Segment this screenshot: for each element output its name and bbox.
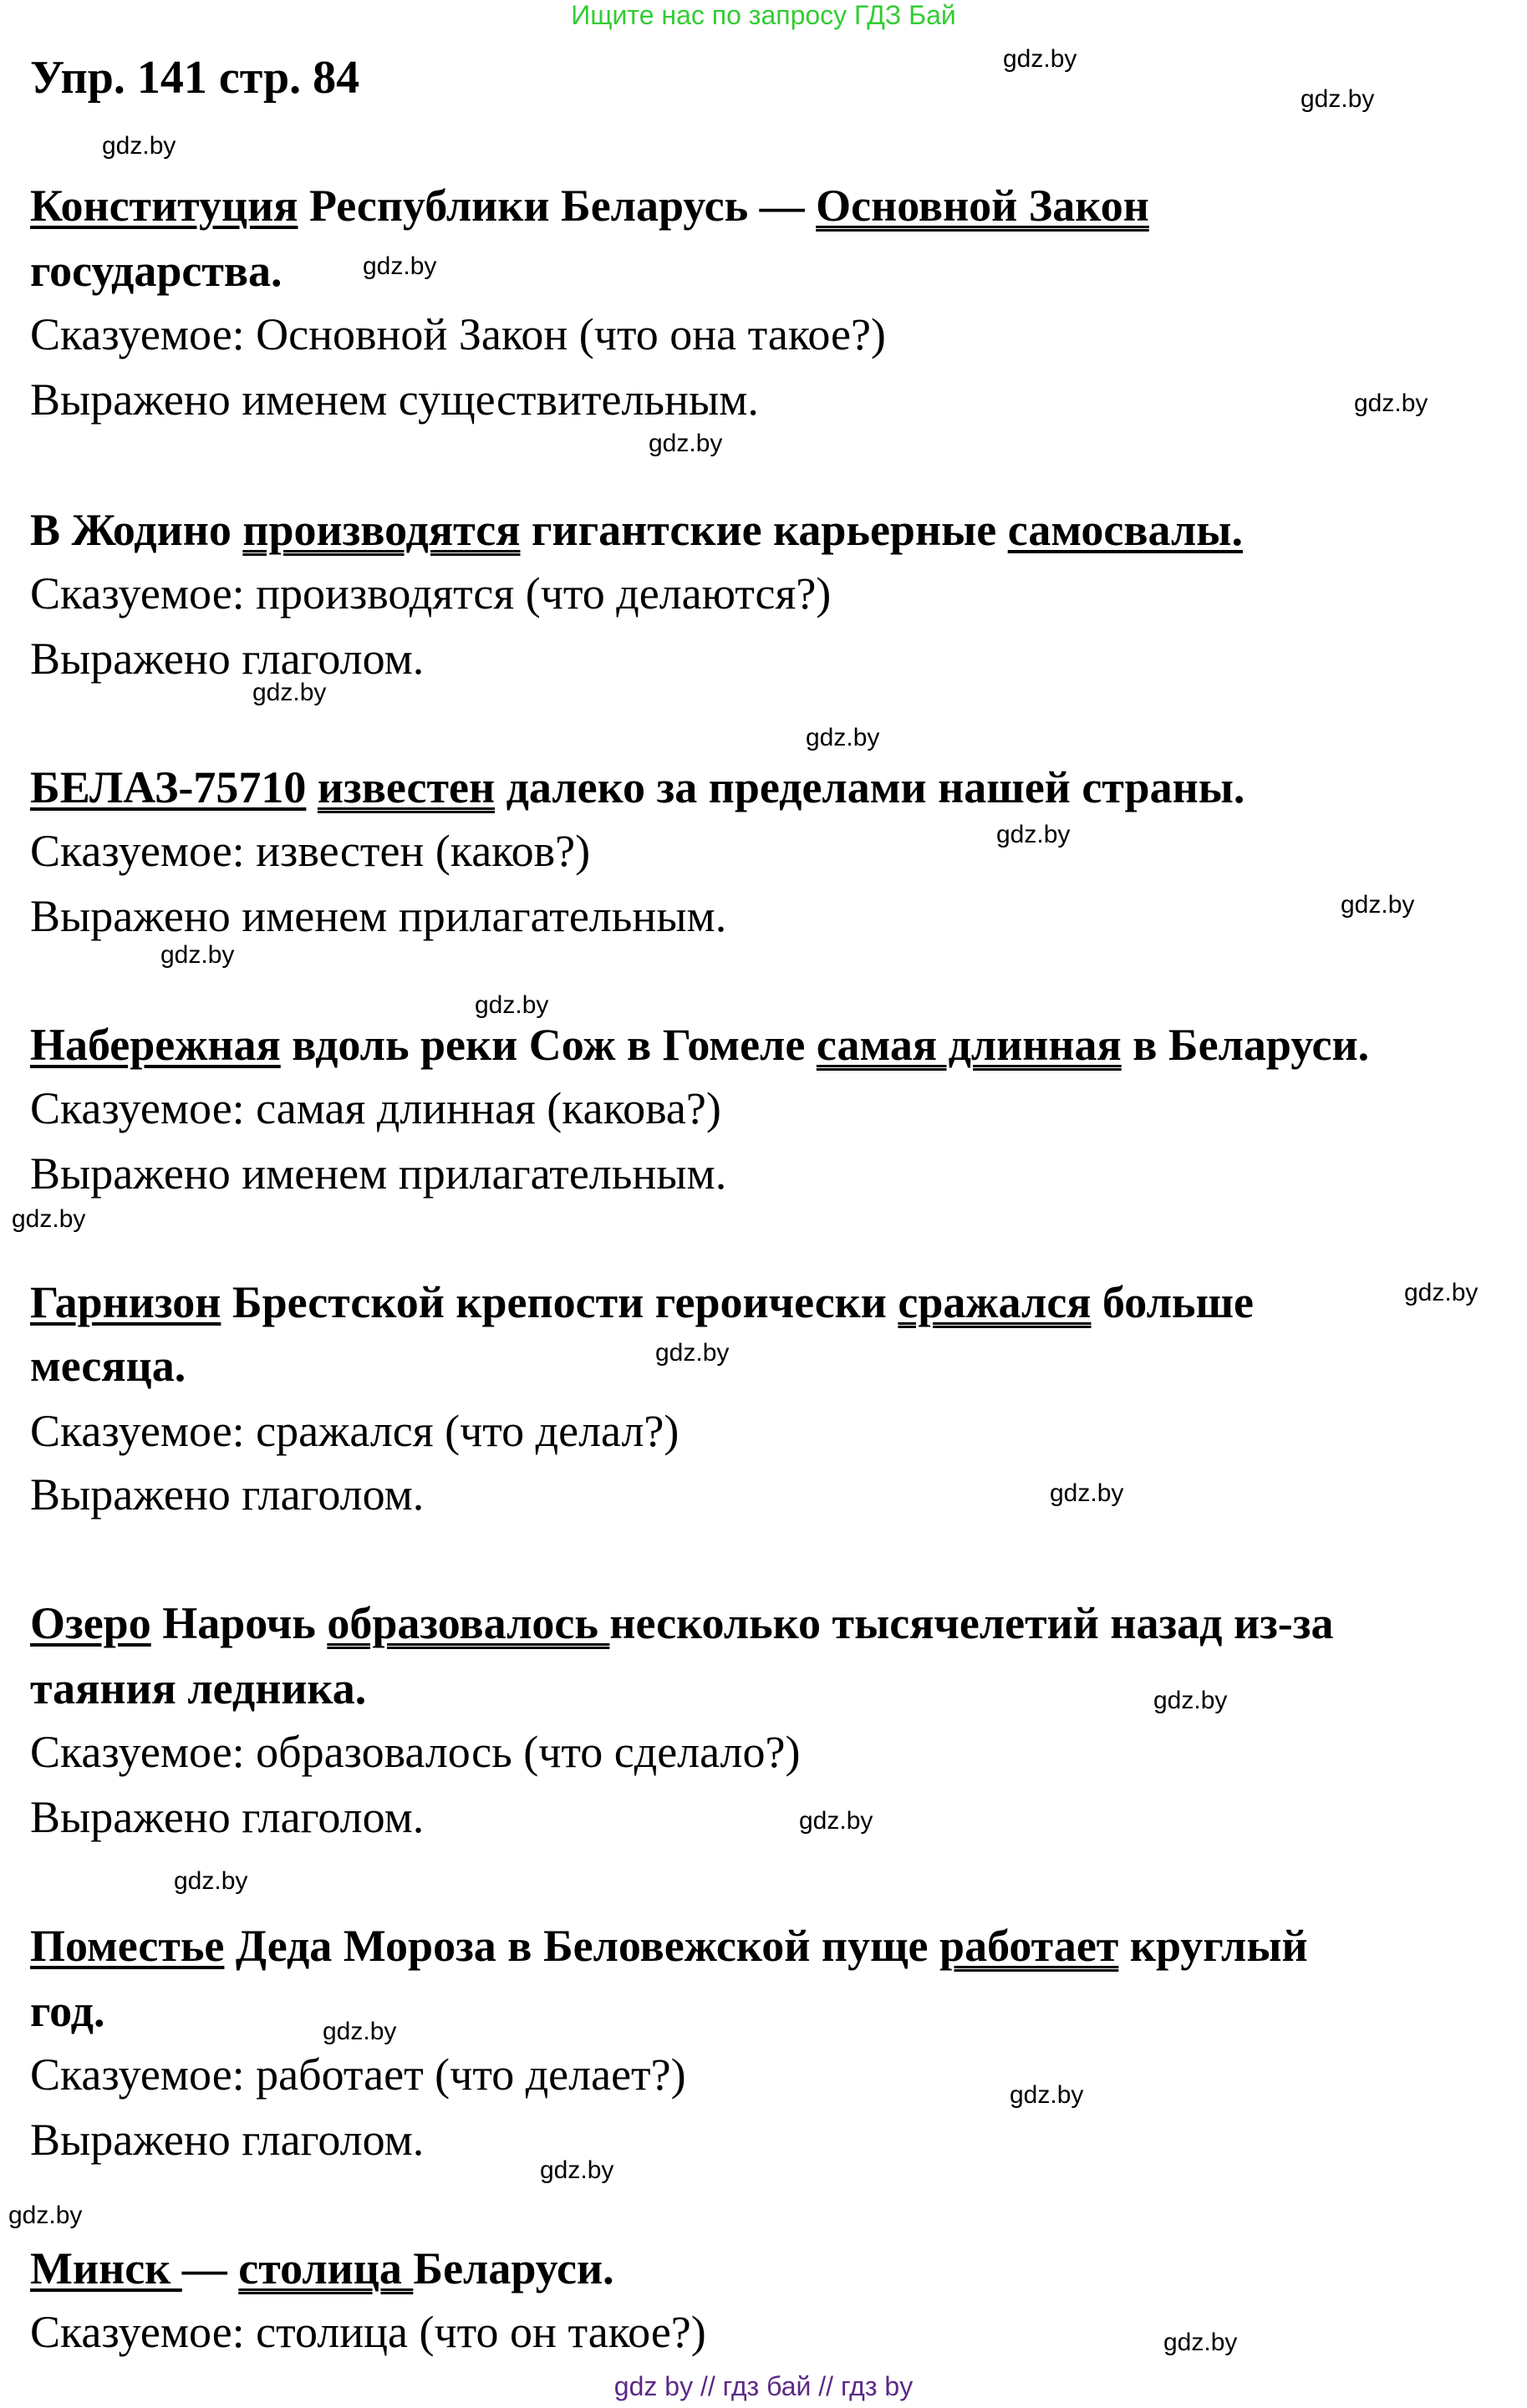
expression-note-7: Выражено глаголом. bbox=[30, 2115, 425, 2165]
predicate-note-7: Сказуемое: работает (что делает?) bbox=[30, 2049, 686, 2100]
watermark: gdz.by bbox=[540, 2156, 614, 2184]
page-title: Упр. 141 стр. 84 bbox=[30, 52, 360, 104]
watermark: gdz.by bbox=[160, 941, 235, 969]
sentence-6-cont: таяния ледника. bbox=[30, 1663, 367, 1713]
sentence-1: Конституция Республики Беларусь — Основной Закон bbox=[30, 181, 1149, 231]
watermark: gdz.by bbox=[323, 2018, 397, 2045]
predicate-note-2: Сказуемое: производятся (что делаются?) bbox=[30, 568, 832, 619]
predicate-note-8: Сказуемое: столица (что он такое?) bbox=[30, 2307, 706, 2357]
watermark: gdz.by bbox=[12, 1205, 86, 1233]
sentence-5-cont: месяца. bbox=[30, 1341, 186, 1391]
predicate-note-6: Сказуемое: образовалось (что сделало?) bbox=[30, 1727, 801, 1777]
subject: БЕЛАЗ-75710 bbox=[30, 762, 307, 812]
watermark: gdz.by bbox=[1404, 1279, 1479, 1306]
watermark: gdz.by bbox=[363, 252, 437, 280]
watermark: gdz.by bbox=[655, 1339, 730, 1367]
watermark: gdz.by bbox=[252, 679, 327, 706]
sentence-4: Набережная вдоль реки Сож в Гомеле самая длинная в Беларуси. bbox=[30, 1020, 1370, 1070]
predicate: столица bbox=[238, 2243, 414, 2293]
expression-note-4: Выражено именем прилагательным. bbox=[30, 1148, 727, 1199]
sentence-2: В Жодино производятся гигантские карьерные самосвалы. bbox=[30, 505, 1243, 555]
subject: Конституция bbox=[30, 181, 298, 231]
predicate-note-4: Сказуемое: самая длинная (какова?) bbox=[30, 1083, 721, 1133]
sentence-3: БЕЛАЗ-75710 известен далеко за пределами нашей страны. bbox=[30, 762, 1245, 812]
watermark: gdz.by bbox=[799, 1807, 873, 1835]
predicate: самая длинная bbox=[816, 1020, 1122, 1070]
watermark: gdz.by bbox=[996, 821, 1071, 848]
sentence-7-cont: год. bbox=[30, 1986, 105, 2036]
expression-note-1: Выражено именем существительным. bbox=[30, 374, 759, 425]
watermark: gdz.by bbox=[102, 132, 176, 160]
watermark: gdz.by bbox=[1163, 2329, 1238, 2356]
predicate: известен bbox=[317, 762, 496, 812]
subject: Гарнизон bbox=[30, 1277, 221, 1327]
watermark: gdz.by bbox=[1341, 891, 1415, 919]
predicate: Основной Закон bbox=[816, 181, 1149, 231]
watermark: gdz.by bbox=[1153, 1687, 1228, 1714]
expression-note-3: Выражено именем прилагательным. bbox=[30, 891, 727, 941]
watermark: gdz.by bbox=[174, 1867, 248, 1895]
predicate: образовалось bbox=[327, 1598, 610, 1648]
watermark: gdz.by bbox=[1354, 389, 1428, 417]
predicate-note-1: Сказуемое: Основной Закон (что она такое?) bbox=[30, 309, 886, 359]
watermark: gdz.by bbox=[1003, 45, 1077, 73]
sentence-5: Гарнизон Брестской крепости героически сражался больше bbox=[30, 1277, 1254, 1327]
watermark: gdz.by bbox=[649, 430, 723, 457]
predicate-note-3: Сказуемое: известен (каков?) bbox=[30, 826, 591, 876]
subject: Минск bbox=[30, 2243, 182, 2293]
sentence-7: Поместье Деда Мороза в Беловежской пуще работает круглый bbox=[30, 1921, 1308, 1971]
expression-note-5: Выражено глаголом. bbox=[30, 1469, 425, 1520]
sentence-6: Озеро Нарочь образовалось несколько тысячелетий назад из-за bbox=[30, 1598, 1334, 1648]
sentence-1-cont: государства. bbox=[30, 246, 282, 296]
expression-note-2: Выражено глаголом. bbox=[30, 634, 425, 684]
watermark: gdz.by bbox=[475, 991, 549, 1019]
predicate: производятся bbox=[242, 505, 521, 555]
sentence-8: Минск — столица Беларуси. bbox=[30, 2243, 614, 2293]
predicate: работает bbox=[939, 1921, 1119, 1971]
subject: самосвалы. bbox=[1007, 505, 1243, 555]
watermark: gdz.by bbox=[1010, 2081, 1084, 2109]
footer-links: gdz by // гдз бай // гдз by bbox=[613, 2371, 914, 2401]
watermark: gdz.by bbox=[806, 724, 880, 751]
subject: Озеро bbox=[30, 1598, 151, 1648]
predicate-note-5: Сказуемое: сражался (что делал?) bbox=[30, 1406, 680, 1456]
expression-note-6: Выражено глаголом. bbox=[30, 1792, 425, 1842]
watermark: gdz.by bbox=[8, 2202, 83, 2229]
top-banner: Ищите нас по запросу ГДЗ Бай bbox=[571, 0, 956, 30]
watermark: gdz.by bbox=[1050, 1479, 1124, 1507]
predicate: сражался bbox=[898, 1277, 1092, 1327]
subject: Поместье bbox=[30, 1921, 225, 1971]
subject: Набережная bbox=[30, 1020, 281, 1070]
watermark: gdz.by bbox=[1300, 85, 1375, 113]
